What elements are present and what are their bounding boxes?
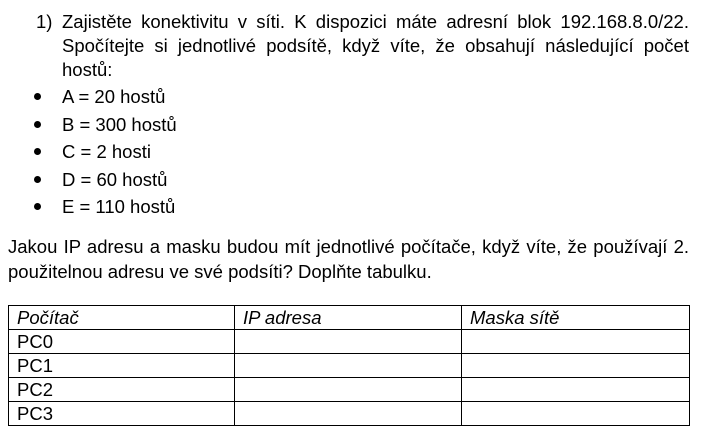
- list-item: [30, 195, 177, 223]
- computer-cell: PC1: [9, 354, 235, 378]
- table-row: [9, 402, 690, 426]
- subnet-mask-cell[interactable]: [462, 354, 690, 378]
- question-text: Jakou IP adresu a masku budou mít jednotlivé počítače, když víte, že používají 2. použitelnou adresu ve své podsíti? Doplňte tabulku.: [8, 236, 689, 282]
- host-requirement: E = 110 hostů: [62, 196, 176, 217]
- list-item: [30, 85, 177, 113]
- computer-cell: PC3: [9, 402, 235, 426]
- list-item: [30, 113, 177, 141]
- host-requirement: A = 20 hostů: [62, 86, 166, 107]
- column-header-computer: Počítač: [9, 306, 235, 330]
- column-header-subnet-mask: Maska sítě: [462, 306, 690, 330]
- address-table: [8, 305, 690, 426]
- ip-address-cell[interactable]: [235, 354, 462, 378]
- ip-address-cell[interactable]: [235, 330, 462, 354]
- host-requirements-list: [30, 85, 177, 223]
- subnet-mask-cell[interactable]: [462, 402, 690, 426]
- ip-address-cell[interactable]: [235, 402, 462, 426]
- task-block: [36, 10, 689, 82]
- bullet-icon: [34, 93, 41, 100]
- bullet-icon: [34, 121, 41, 128]
- table-row: [9, 354, 690, 378]
- column-header-ip-address: IP adresa: [235, 306, 462, 330]
- list-item: [30, 140, 177, 168]
- bullet-icon: [34, 203, 41, 210]
- computer-cell: PC2: [9, 378, 235, 402]
- host-requirement: C = 2 hosti: [62, 141, 151, 162]
- table-row: [9, 330, 690, 354]
- ip-address-cell[interactable]: [235, 378, 462, 402]
- subnet-mask-cell[interactable]: [462, 330, 690, 354]
- computer-cell: PC0: [9, 330, 235, 354]
- bullet-icon: [34, 176, 41, 183]
- list-item: [30, 168, 177, 196]
- task-number: 1): [36, 11, 53, 32]
- bullet-icon: [34, 148, 41, 155]
- host-requirement: B = 300 hostů: [62, 113, 177, 135]
- subnet-mask-cell[interactable]: [462, 378, 690, 402]
- table-header-row: [9, 306, 690, 330]
- table-row: [9, 378, 690, 402]
- task-text: Zajistěte konektivitu v síti. K dispozici máte adresní blok 192.168.8.0/22. Spočítejte si jednotlivé podsítě, když víte, že obsahují následující počet hostů:: [62, 11, 689, 80]
- host-requirement: D = 60 hostů: [62, 168, 168, 190]
